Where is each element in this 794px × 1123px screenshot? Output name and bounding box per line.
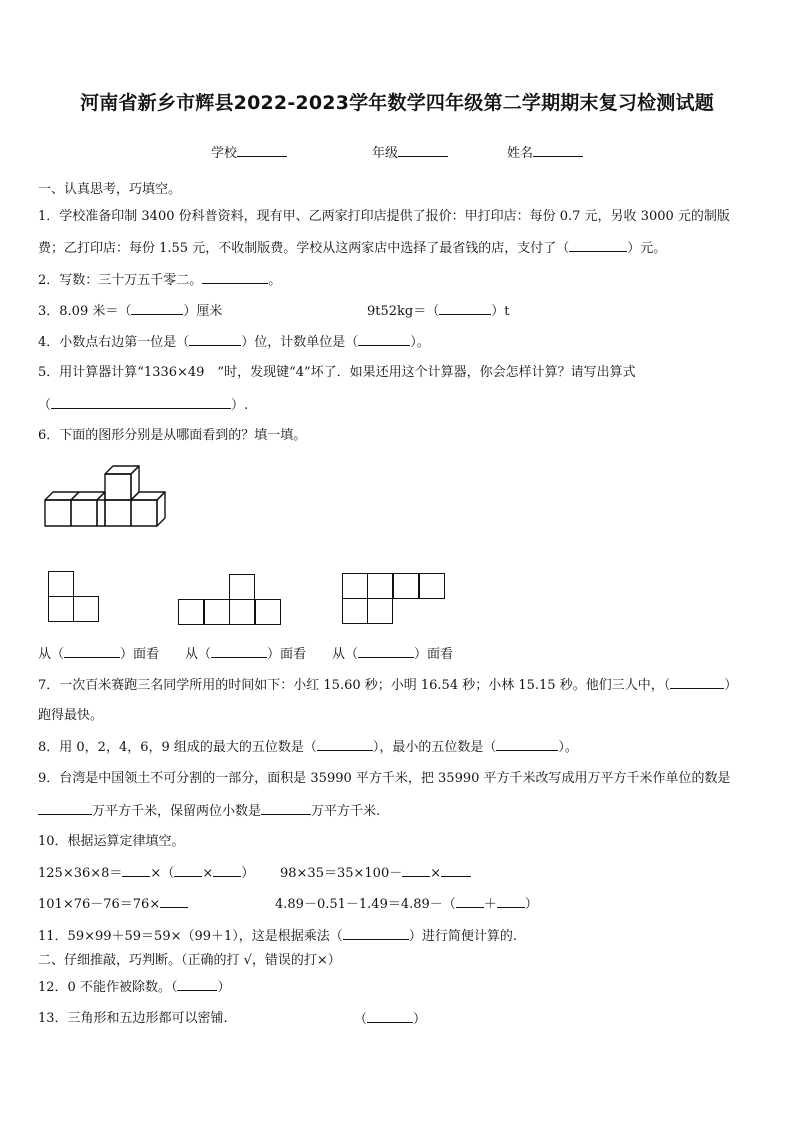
q7-close: ） bbox=[724, 678, 738, 693]
view-2-cell bbox=[204, 599, 230, 625]
cube-stack-figure bbox=[40, 460, 170, 540]
q7-text: 7．一次百米赛跑三名同学所用的时间如下：小红 15.60 秒；小明 16.54 秒；小林 15.15 秒。他们三人中，（ bbox=[38, 678, 671, 693]
view-3-cell bbox=[367, 573, 393, 599]
q7-line2: 跑得最快。 bbox=[38, 708, 104, 723]
view-2-cell bbox=[229, 599, 255, 625]
name-blank[interactable] bbox=[533, 144, 583, 157]
q3-part-a bbox=[38, 302, 222, 321]
view-2-blank[interactable] bbox=[211, 645, 267, 658]
from-label: 从（ bbox=[38, 647, 65, 662]
q8 bbox=[38, 738, 578, 757]
q13-answer bbox=[354, 1010, 426, 1029]
q3b-answer-blank[interactable] bbox=[439, 302, 491, 315]
school-field bbox=[211, 142, 287, 161]
q2-text: 2．写数：三十万五千零二。 bbox=[38, 273, 203, 288]
view-2-caption bbox=[185, 645, 306, 664]
view-label: ）面看 bbox=[414, 647, 454, 662]
view-2-cell bbox=[178, 599, 204, 625]
q10-expr: ） bbox=[241, 866, 255, 881]
q10-row1-right bbox=[280, 864, 471, 883]
view-2-cell bbox=[229, 574, 255, 600]
grade-field bbox=[372, 142, 448, 161]
q9-text: 万平方千米，保留两位小数是 bbox=[92, 804, 262, 819]
view-1-grid bbox=[48, 571, 104, 627]
q10-expr: × bbox=[202, 866, 214, 881]
q7-line1 bbox=[38, 676, 737, 695]
q5-answer-blank[interactable] bbox=[51, 396, 231, 409]
from-label: 从（ bbox=[185, 647, 212, 662]
q10-row1-left bbox=[38, 864, 254, 883]
section2-heading: 二、仔细推敲，巧判断。（正确的打 √，错误的打×） bbox=[38, 953, 341, 968]
q10-blank[interactable] bbox=[402, 864, 430, 877]
q10-blank[interactable] bbox=[456, 895, 484, 908]
q1-line2 bbox=[38, 239, 666, 258]
q10-expr: 4.89－0.51－1.49＝4.89－（ bbox=[275, 897, 456, 912]
view-3-caption bbox=[332, 645, 453, 664]
name-field bbox=[507, 142, 583, 161]
view-2-grid bbox=[178, 574, 288, 630]
view-3-blank[interactable] bbox=[358, 645, 414, 658]
page-title: 河南省新乡市辉县2022-2023学年数学四年级第二学期期末复习检测试题 bbox=[80, 92, 714, 114]
q2-text-end: 。 bbox=[268, 273, 282, 288]
q9-blank-2[interactable] bbox=[261, 802, 311, 815]
school-label: 学校 bbox=[211, 146, 238, 161]
q4-text: 4．小数点右边第一位是（ bbox=[38, 335, 190, 350]
q1-text: 费；乙打印店：每份 1.55 元，不收制版费。学校从这两家店中选择了最省钱的店，支付了（ bbox=[38, 241, 570, 256]
q2 bbox=[38, 271, 281, 290]
q12-text: 12．0 不能作被除数。（ bbox=[38, 980, 178, 995]
q4-blank-2[interactable] bbox=[358, 333, 410, 346]
q10-blank[interactable] bbox=[441, 864, 471, 877]
q7-answer-blank[interactable] bbox=[670, 676, 724, 689]
q12 bbox=[38, 978, 230, 997]
q11-text: 11．59×99＋59＝59×（99＋1），这是根据乘法（ bbox=[38, 929, 343, 944]
q12-close: ） bbox=[217, 980, 231, 995]
view-label: ）面看 bbox=[120, 647, 160, 662]
q10-expr: ×（ bbox=[150, 866, 175, 881]
q4-text-end: ）。 bbox=[410, 335, 430, 350]
view-3-cell bbox=[342, 598, 368, 624]
q5-line2 bbox=[38, 396, 248, 415]
from-label: 从（ bbox=[332, 647, 359, 662]
q10-expr: 98×35＝35×100－ bbox=[280, 866, 403, 881]
q12-answer-blank[interactable] bbox=[177, 978, 217, 991]
view-1-cell bbox=[48, 596, 74, 622]
view-1-caption bbox=[38, 645, 159, 664]
q8-blank-1[interactable] bbox=[317, 738, 373, 751]
view-3-cell bbox=[393, 573, 419, 599]
school-blank[interactable] bbox=[237, 144, 287, 157]
q11 bbox=[38, 927, 517, 946]
q5-close: ）. bbox=[231, 398, 249, 413]
q9-blank-1[interactable] bbox=[38, 802, 92, 815]
q5-line1: 5．用计算器计算“1336×49 ”时，发现键“4”坏了．如果还用这个计算器，你会怎样计算？请写出算式 bbox=[38, 365, 636, 380]
q9-line1: 9．台湾是中国领土不可分割的一部分，面积是 35990 平方千米，把 35990 平方千米改写成用万平方千米作单位的数是 bbox=[38, 771, 731, 786]
name-label: 姓名 bbox=[507, 146, 534, 161]
section1-heading: 一、认真思考，巧填空。 bbox=[38, 182, 182, 197]
q4 bbox=[38, 333, 430, 352]
q10-blank[interactable] bbox=[174, 864, 202, 877]
view-1-blank[interactable] bbox=[64, 645, 120, 658]
q11-text-end: ）进行简便计算的. bbox=[408, 929, 517, 944]
q10-blank[interactable] bbox=[213, 864, 241, 877]
q5-open: （ bbox=[38, 398, 52, 413]
grade-label: 年级 bbox=[372, 146, 399, 161]
view-3-grid bbox=[342, 573, 450, 629]
view-3-cell bbox=[367, 598, 393, 624]
q3b-text-end: ）t bbox=[491, 304, 510, 319]
view-3-cell bbox=[342, 573, 368, 599]
q6-text: 6．下面的图形分别是从哪面看到的？填一填。 bbox=[38, 428, 307, 443]
q3b-text: 9t52kg＝（ bbox=[367, 304, 440, 319]
q1-line1: 1．学校准备印制 3400 份科普资料，现有甲、乙两家打印店提供了报价：甲打印店：每份 0.7 元，另收 3000 元的制版 bbox=[38, 209, 730, 224]
q10-row2-left bbox=[38, 895, 188, 914]
q10-text: 10．根据运算定律填空。 bbox=[38, 834, 185, 849]
q3-part-b bbox=[367, 302, 509, 321]
q4-blank-1[interactable] bbox=[189, 333, 241, 346]
q10-expr: ＋ bbox=[483, 897, 497, 912]
q3a-answer-blank[interactable] bbox=[131, 302, 183, 315]
q8-text-end: ）。 bbox=[558, 740, 578, 755]
q10-expr: × bbox=[430, 866, 442, 881]
q10-blank[interactable] bbox=[497, 895, 525, 908]
q3a-text-end: ）厘米 bbox=[183, 304, 223, 319]
q10-expr: 101×76－76＝76× bbox=[38, 897, 161, 912]
view-label: ）面看 bbox=[267, 647, 307, 662]
q13-open: （ bbox=[354, 1012, 368, 1027]
view-3-cell bbox=[419, 573, 445, 599]
q8-blank-2[interactable] bbox=[496, 738, 558, 751]
q10-blank[interactable] bbox=[160, 895, 188, 908]
q10-expr: ） bbox=[524, 897, 538, 912]
q9-line2 bbox=[38, 802, 380, 821]
q13-close: ） bbox=[413, 1012, 427, 1027]
view-2-cell bbox=[255, 599, 281, 625]
q11-answer-blank[interactable] bbox=[343, 927, 409, 940]
q4-text-mid: ）位，计数单位是（ bbox=[241, 335, 359, 350]
q1-text-end: ）元。 bbox=[627, 241, 667, 256]
q10-blank[interactable] bbox=[122, 864, 150, 877]
view-1-cell bbox=[73, 596, 99, 622]
q10-row2-right bbox=[275, 895, 538, 914]
q13-answer-blank[interactable] bbox=[367, 1010, 413, 1023]
q1-answer-blank[interactable] bbox=[569, 239, 627, 252]
q9-text-end: 万平方千米. bbox=[311, 804, 381, 819]
q3a-text: 3．8.09 米＝（ bbox=[38, 304, 132, 319]
q2-answer-blank[interactable] bbox=[202, 271, 268, 284]
grade-blank[interactable] bbox=[398, 144, 448, 157]
q8-text-mid: ），最小的五位数是（ bbox=[372, 740, 497, 755]
q10-expr: 125×36×8＝ bbox=[38, 866, 123, 881]
q8-text: 8．用 0，2，4，6，9 组成的最大的五位数是（ bbox=[38, 740, 317, 755]
view-1-cell bbox=[48, 571, 74, 597]
q13-text: 13．三角形和五边形都可以密铺. bbox=[38, 1011, 228, 1026]
